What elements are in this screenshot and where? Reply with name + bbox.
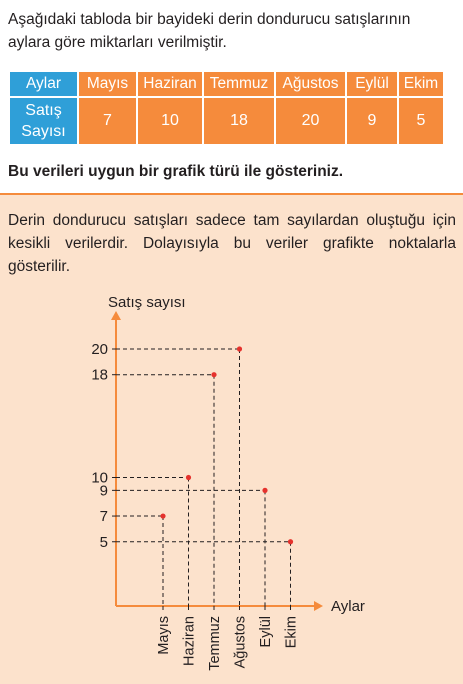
data-point (186, 475, 191, 480)
data-point (237, 346, 242, 351)
x-tick-label: Ekim (283, 616, 300, 649)
intro-text: Aşağıdaki tabloda bir bayideki derin dondurucu satışlarının aylara göre miktarları verilmiştir. (8, 11, 411, 51)
table-row-values (10, 98, 443, 144)
value-cell: 18 (204, 98, 274, 144)
y-tick-label: 7 (99, 508, 108, 526)
month-cell: Ağustos (276, 72, 345, 96)
y-axis-label: Satış sayısı (108, 294, 186, 311)
value-cell: 20 (276, 98, 345, 144)
y-tick-label: 9 (99, 482, 108, 500)
row-header-sales-label: Satış Sayısı (21, 102, 66, 140)
month-cell: Ekim (399, 72, 443, 96)
x-tick-label: Eylül (258, 616, 274, 648)
value-cell: 5 (399, 98, 443, 144)
sales-table (8, 70, 445, 146)
x-axis-label: Aylar (331, 598, 365, 615)
solution-text: Derin dondurucu satışları sadece tam sayılardan oluştuğu için kesikli verilerdir. Dolayısıyla bu veriler grafikte noktalarla gösterilir. (8, 212, 456, 275)
x-tick-label: Temmuz (207, 616, 223, 671)
value-cell: 10 (138, 98, 202, 144)
value-cell: 7 (79, 98, 136, 144)
row-header-months: Aylar (10, 72, 77, 96)
x-tick-label: Haziran (181, 616, 198, 666)
y-tick-label: 20 (91, 341, 108, 358)
value-cell: 9 (347, 98, 397, 144)
y-tick-label: 10 (91, 469, 108, 487)
x-axis-arrow (314, 601, 323, 611)
problem-section (0, 0, 463, 196)
table-row-months (10, 72, 443, 96)
data-point (160, 513, 165, 518)
dot-chart (0, 195, 463, 684)
data-point (262, 488, 267, 493)
y-axis-arrow (111, 311, 121, 320)
x-tick-label: Mayıs (156, 616, 172, 655)
month-cell: Eylül (347, 72, 397, 96)
month-cell: Haziran (138, 72, 202, 96)
data-point (288, 539, 293, 544)
data-point (211, 372, 216, 377)
y-tick-label: 18 (91, 366, 108, 384)
y-tick-label: 5 (99, 533, 108, 551)
month-cell: Temmuz (204, 72, 274, 96)
row-header-sales (10, 98, 77, 144)
task-text: Bu verileri uygun bir grafik türü ile gösteriniz. (8, 163, 344, 180)
x-tick-label: Ağustos (232, 616, 249, 669)
month-cell: Mayıs (79, 72, 136, 96)
solution-section (0, 195, 463, 684)
